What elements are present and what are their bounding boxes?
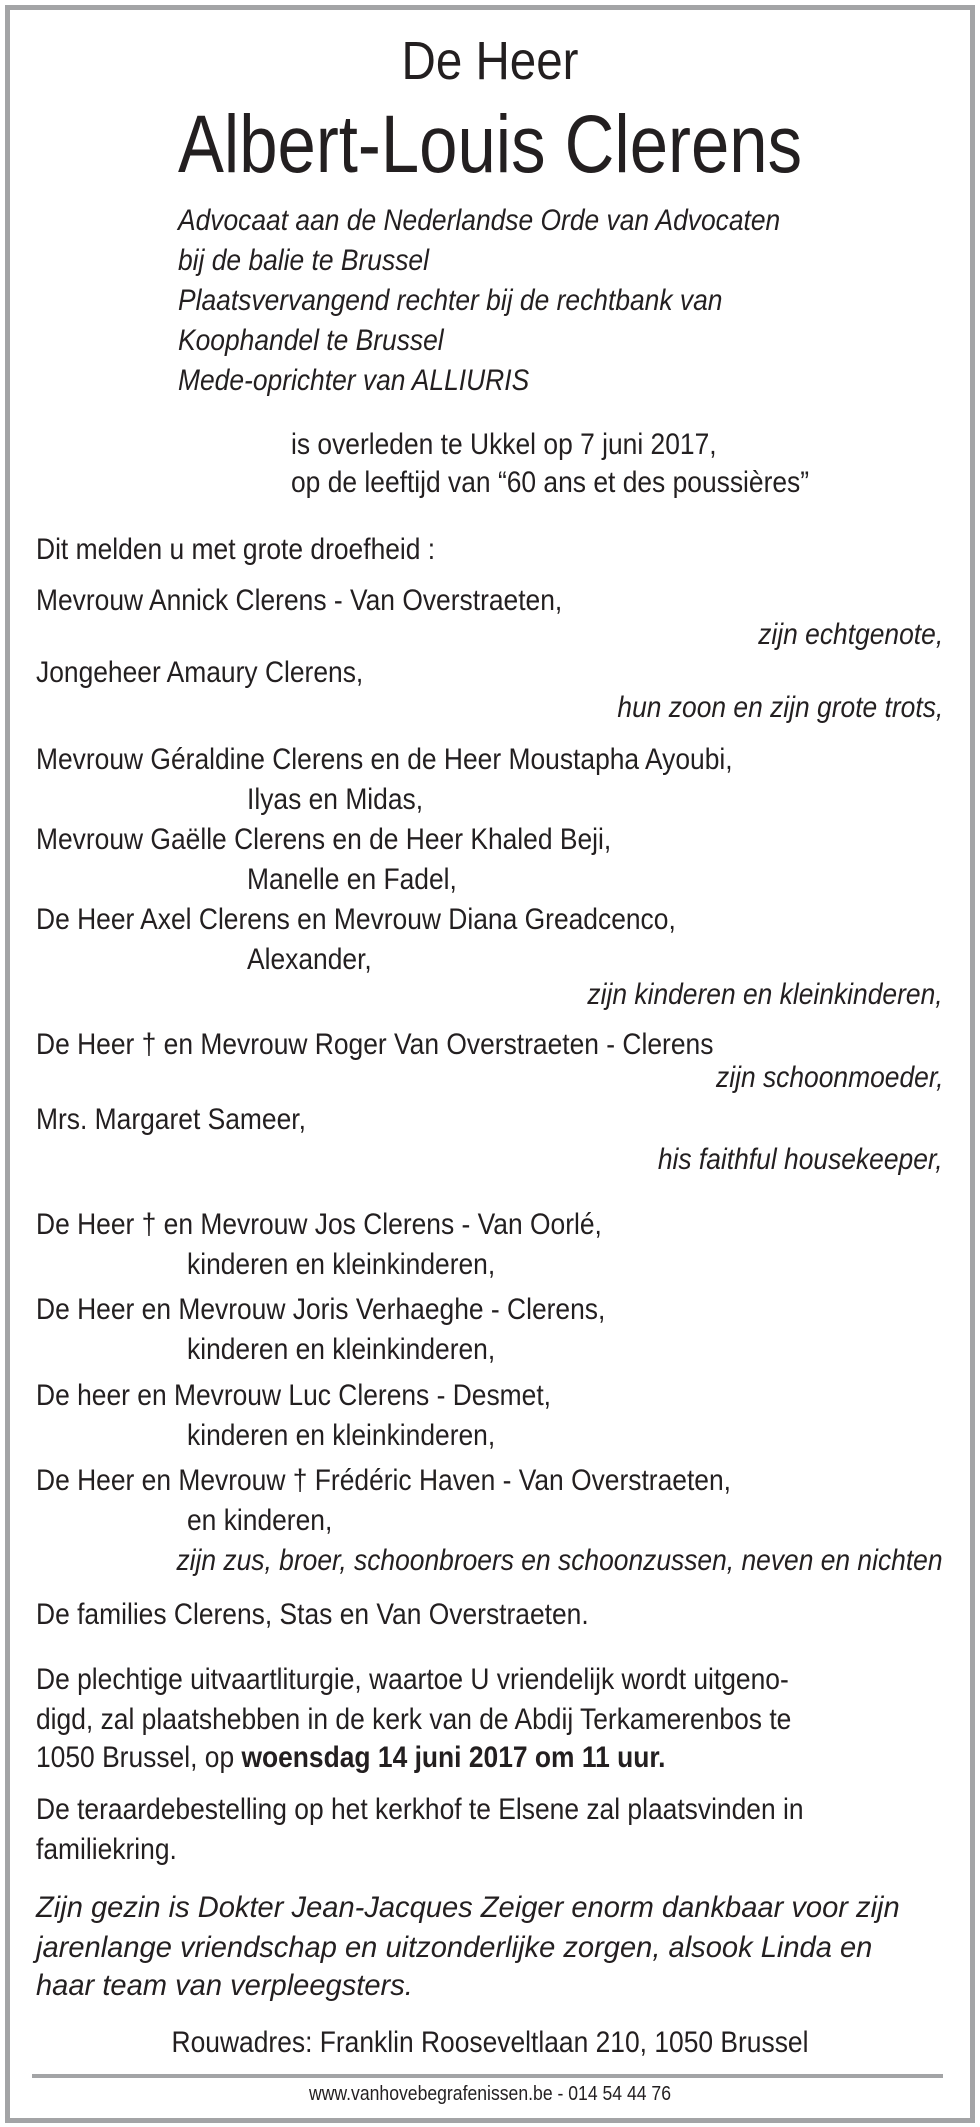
mourning-address: Rouwadres: Franklin Rooseveltlaan 210, 1050 Brussel — [171, 2026, 809, 2059]
family-relation: zijn kinderen en kleinkinderen, — [587, 978, 943, 1011]
family-relation: hun zoon en zijn grote trots, — [617, 691, 943, 724]
death-notice-line: op de leeftijd van “60 ans et des poussières” — [291, 466, 810, 499]
family-member-name: De heer en Mevrouw Luc Clerens - Desmet, — [36, 1379, 552, 1412]
descendants: kinderen en kleinkinderen, — [187, 1333, 496, 1366]
title-line: Plaatsvervangend rechter bij de rechtbank van — [178, 284, 723, 317]
funeral-datetime: woensdag 14 juni 2017 om 11 uur. — [241, 1741, 666, 1774]
footer-divider — [32, 2074, 943, 2078]
title-line: Koophandel te Brussel — [178, 324, 444, 357]
descendants: kinderen en kleinkinderen, — [187, 1248, 496, 1281]
family-member-name: Mevrouw Gaëlle Clerens en de Heer Khaled Beji, — [36, 823, 612, 856]
family-member-name: Mevrouw Annick Clerens - Van Overstraeten, — [36, 584, 563, 617]
families-line: De families Clerens, Stas en Van Overstraeten. — [36, 1598, 589, 1631]
announcement-intro: Dit melden u met grote droefheid : — [36, 533, 436, 566]
title-line: Mede-oprichter van ALLIURIS — [178, 364, 530, 397]
thanks-line: haar team van verpleegsters. — [36, 1969, 413, 2002]
family-relation: zijn zus, broer, schoonbroers en schoonzussen, neven en nichten — [176, 1544, 943, 1577]
thanks-line: Zijn gezin is Dokter Jean-Jacques Zeiger enorm dankbaar voor zijn — [36, 1891, 900, 1924]
thanks-line: jarenlange vriendschap en uitzonderlijke zorgen, alsook Linda en — [36, 1931, 873, 1964]
descendants: en kinderen, — [187, 1504, 333, 1537]
family-relation: zijn schoonmoeder, — [715, 1061, 943, 1094]
death-notice-line: is overleden te Ukkel op 7 juni 2017, — [291, 428, 717, 461]
family-relation: zijn echtgenote, — [758, 618, 943, 651]
family-member-name: De Heer † en Mevrouw Jos Clerens - Van Oorlé, — [36, 1208, 602, 1241]
title-line: bij de balie te Brussel — [178, 244, 429, 277]
family-member-name: De Heer en Mevrouw † Frédéric Haven - Van Overstraeten, — [36, 1464, 732, 1497]
family-member-name: De Heer en Mevrouw Joris Verhaeghe - Clerens, — [36, 1293, 606, 1326]
burial-line: De teraardebestelling op het kerkhof te Elsene zal plaatsvinden in — [36, 1793, 804, 1826]
family-member-name: Mrs. Margaret Sameer, — [36, 1103, 306, 1136]
family-relation: his faithful housekeeper, — [658, 1143, 943, 1176]
funeral-line: digd, zal plaatshebben in de kerk van de Abdij Terkamerenbos te — [36, 1703, 792, 1736]
salutation: De Heer — [401, 31, 579, 91]
funeral-line — [36, 1743, 666, 1773]
burial-line: familiekring. — [36, 1833, 177, 1866]
family-member-name: Jongeheer Amaury Clerens, — [36, 656, 364, 689]
family-member-name: De Heer † en Mevrouw Roger Van Overstraeten - Clerens — [36, 1028, 714, 1061]
grandchildren-names: Alexander, — [247, 943, 372, 976]
family-member-name: De Heer Axel Clerens en Mevrouw Diana Greadcenco, — [36, 903, 676, 936]
title-line: Advocaat aan de Nederlandse Orde van Advocaten — [178, 204, 781, 237]
funeral-line: De plechtige uitvaartliturgie, waartoe U vriendelijk wordt uitgeno- — [36, 1663, 789, 1696]
funeral-location: 1050 Brussel, op — [36, 1741, 242, 1774]
deceased-name: Albert-Louis Clerens — [177, 99, 803, 190]
grandchildren-names: Manelle en Fadel, — [247, 863, 457, 896]
family-member-name: Mevrouw Géraldine Clerens en de Heer Moustapha Ayoubi, — [36, 743, 733, 776]
descendants: kinderen en kleinkinderen, — [187, 1419, 496, 1452]
grandchildren-names: Ilyas en Midas, — [247, 783, 424, 816]
funeral-home-contact[interactable]: www.vanhovebegrafenissen.be - 014 54 44 76 — [308, 2083, 672, 2105]
